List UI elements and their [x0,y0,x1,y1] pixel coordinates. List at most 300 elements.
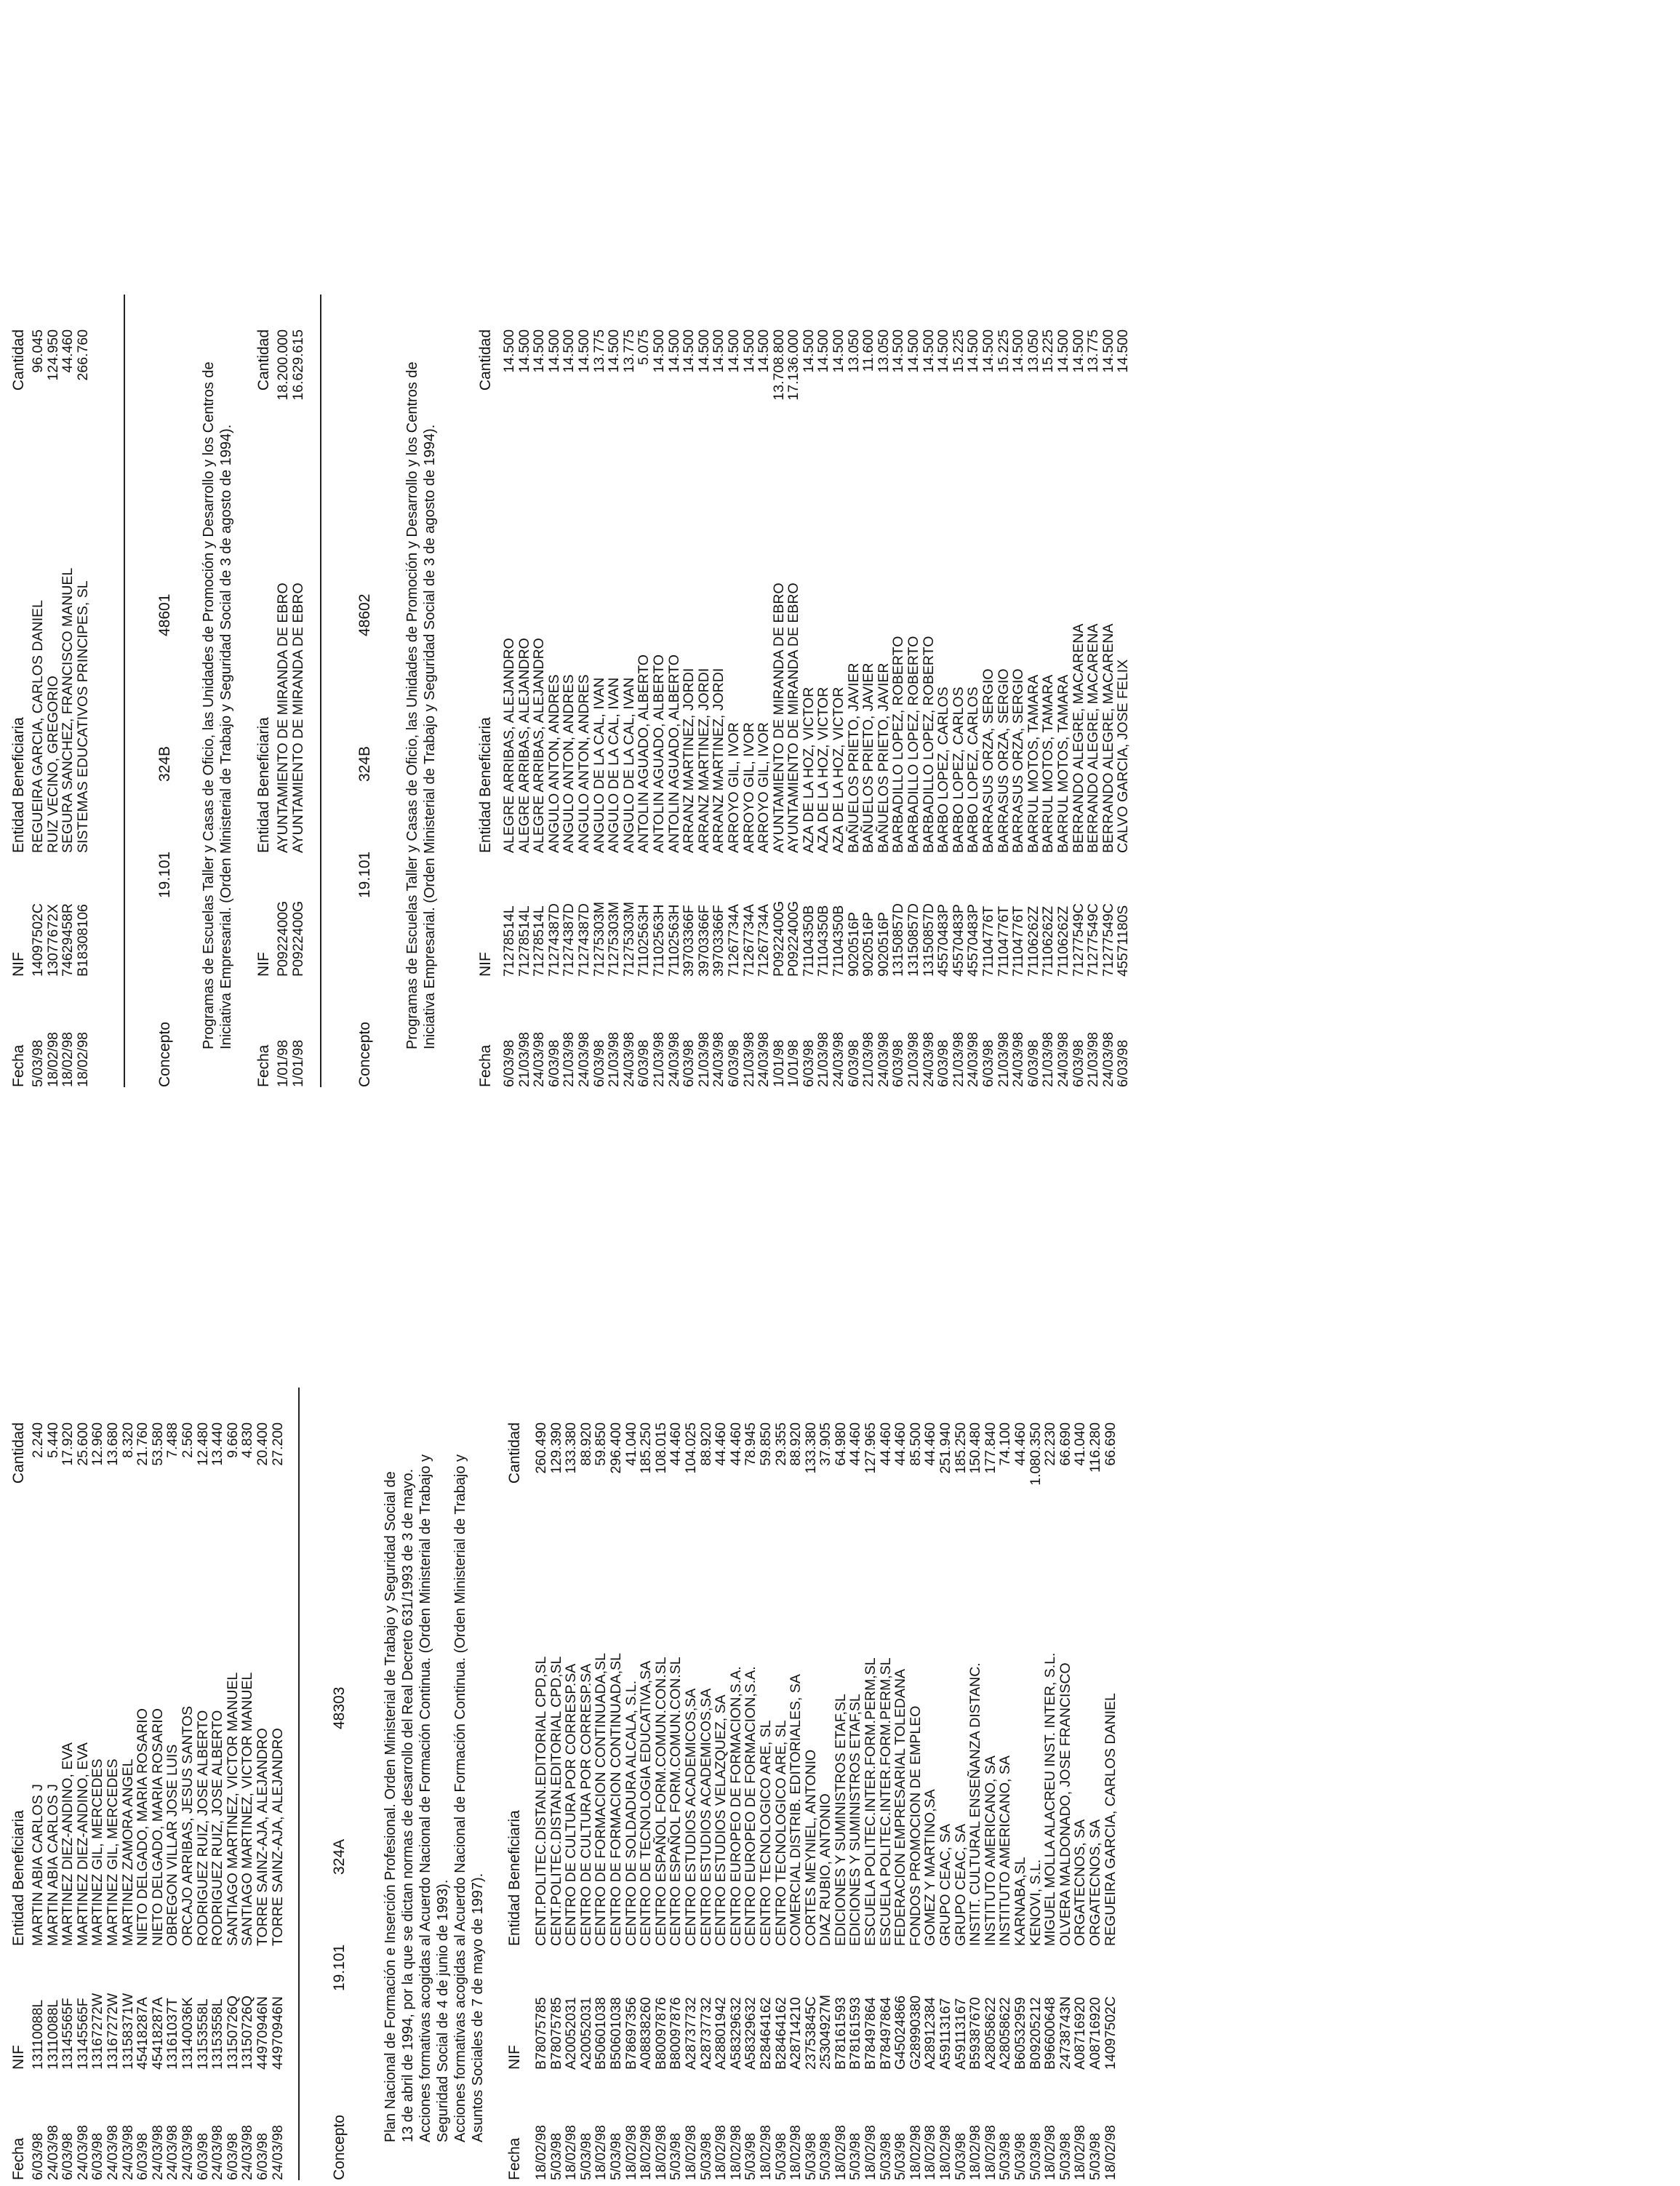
table-row [998,1386,1013,2186]
nif-cell: P0922400G [770,900,787,977]
cantidad-cell: 127.965 [863,1422,879,1474]
entidad-cell: CENTRO EUROPEO DE FORMACION,S.A. [727,1666,744,1946]
fecha-cell: 6/03/98 [591,1039,607,1087]
nif-cell: 71104350B [831,905,847,977]
table-row [1086,293,1101,1093]
cantidad-cell: 266.760 [74,329,91,381]
cantidad-cell: 16.629.615 [289,329,306,401]
nif-cell: 45570483P [935,904,952,977]
nif-cell: 71106262Z [1055,905,1071,977]
entidad-cell: CENTRO ESTUDIOS ACADEMICOS,SA [697,1688,714,1946]
nif-cell: B50601038 [593,1997,609,2070]
entidad-cell: NIETO DELGADO, MARIA ROSARIO [135,1708,151,1946]
cantidad-cell: 59.850 [757,1422,774,1466]
fecha-cell: 21/03/98 [695,1032,712,1087]
cantidad-cell: 4.830 [239,1422,256,1458]
table-row [743,1386,759,2186]
right-mid-table [251,293,305,1093]
cantidad-cell: 14.500 [980,329,996,373]
cantidad-cell: 44.460 [60,329,76,373]
cantidad-cell: 14.500 [815,329,832,373]
nif-cell: 14097502C [30,903,46,977]
nif-cell: 71275303M [591,901,607,977]
concepto-code-c: 48303 [331,1686,348,1729]
nif-cell: B28464162 [757,1997,774,2070]
nif-cell: B59387670 [967,1997,984,2070]
entidad-cell: MARTINEZ GIL, MERCEDES [104,1758,121,1946]
nif-cell: A59113167 [937,1998,954,2070]
description-line: Acciones formativas acogidas al Acuerdo Nacional de Formación Continua. (Orden Ministerial de Trabajo y [417,1454,433,2142]
cantidad-cell: 44.460 [877,1422,894,1466]
entidad-cell: BERRANDO ALEGRE, MACARENA [1070,623,1087,853]
cantidad-cell: 14.500 [711,329,727,373]
table-row [654,1386,669,2186]
fecha-cell: 24/03/98 [269,2125,286,2180]
cantidad-cell: 12.960 [89,1422,106,1466]
cantidad-cell: 85.500 [907,1422,924,1466]
entidad-cell: CENTRO DE TECNOLOGIA EDUCATIVA,SA [638,1660,655,1946]
entidad-cell: TORRE SAINZ-AJA, ALEJANDRO [254,1728,271,1946]
left-top-table [6,1386,285,2186]
fecha-cell: 24/03/98 [1100,1032,1116,1087]
entidad-cell: BARBADILLO LOPEZ, ROBERTO [890,636,907,853]
cantidad-cell: 14.500 [920,329,937,373]
cantidad-cell: 88.920 [788,1422,804,1466]
table-header [502,1386,527,2186]
table-row [76,1386,91,2186]
table-row [561,293,577,1093]
entidad-cell: BARBO LOPEZ, CARLOS [935,686,952,853]
fecha-cell: 5/03/98 [1057,2132,1073,2180]
fecha-cell: 5/03/98 [877,2132,894,2180]
nif-cell: 71274387D [545,903,562,977]
cantidad-cell: 44.460 [727,1422,744,1466]
entidad-cell: FEDERACION EMPRESARIAL TOLEDANA [892,1668,909,1946]
fecha-cell: 5/03/98 [743,2132,759,2180]
nif-cell: B96600648 [1042,1997,1059,2070]
cantidad-cell: 13.050 [1025,329,1041,373]
table-row [891,293,906,1093]
nif-cell: 39703366F [711,905,727,977]
cantidad-cell: 66.690 [1102,1422,1119,1466]
cantidad-cell: 37.905 [817,1422,834,1466]
table-row [774,1386,789,2186]
entidad-cell: AYUNTAMIENTO DE MIRANDA DE EBRO [770,582,787,853]
fecha-cell: 5/03/98 [668,2132,684,2180]
fecha-cell: 6/03/98 [845,1039,862,1087]
table-row [742,293,757,1093]
nif-cell: 45418287A [149,1997,166,2070]
cantidad-cell: 251.940 [937,1422,954,1474]
cantidad-cell: 64.980 [832,1422,849,1466]
table-row [1101,293,1116,1093]
table-row [953,1386,969,2186]
cantidad-cell: 14.500 [575,329,592,373]
table-row [831,293,847,1093]
table-row [652,293,667,1093]
concepto-line [331,1380,353,2180]
fecha-cell: 21/03/98 [950,1032,967,1087]
fecha-cell: 18/02/98 [713,2125,729,2180]
table-row [534,1386,549,2186]
fecha-cell: 18/02/98 [788,2125,804,2180]
cantidad-cell: 41.040 [623,1422,639,1466]
table-row [105,1386,121,2186]
nif-cell: A59113167 [952,1998,969,2070]
entidad-cell: ORGATECNOS, SA [1072,1819,1089,1946]
nif-cell: 71277549C [1070,903,1087,977]
nif-cell: B78497864 [863,1997,879,2070]
entidad-cell: OBREGON VILLAR JOSE LUIS [164,1744,181,1946]
header-nif: NIF [506,2045,523,2070]
header-cantidad: Cantidad [255,329,272,391]
table-row [31,293,46,1093]
entidad-cell: MARTINEZ DIEZ-ANDINO, EVA [74,1742,91,1946]
fecha-cell: 24/03/98 [875,1032,892,1087]
cantidad-cell: 12.480 [194,1422,211,1466]
nif-cell: 13161037T [164,1998,181,2070]
entidad-cell: ALEGRE ARRIBAS, ALEJANDRO [516,638,532,853]
table-row [668,1386,684,2186]
cantidad-cell: 44.460 [668,1422,684,1466]
cantidad-cell: 13.050 [875,329,892,373]
nif-cell: B78161593 [832,1997,849,2070]
nif-cell: 71104350B [800,905,817,977]
cantidad-cell: 116.280 [1087,1422,1103,1473]
fecha-cell: 24/03/98 [119,2125,136,2180]
table-row [196,1386,211,2186]
cantidad-cell: 14.500 [831,329,847,373]
nif-cell: G45024866 [892,1995,909,2070]
entidad-cell: CENTRO DE CULTURA POR CORRESP.SA [563,1663,580,1946]
fecha-cell: 6/03/98 [800,1039,817,1087]
nif-cell: 13150726Q [224,1995,241,2070]
concepto-description [404,308,439,1049]
table-row [180,1386,196,2186]
fecha-cell: 5/03/98 [1027,2132,1044,2180]
entidad-cell: BARBO LOPEZ, CARLOS [965,686,982,853]
entidad-cell: INSTITUTO AMERICANO, SA [997,1755,1014,1946]
header-fecha: Fecha [255,1044,272,1087]
nif-cell: 71278514L [501,905,517,977]
entidad-cell: BAÑUELOS PRIETO, JAVIER [845,662,862,853]
cantidad-cell: 27.200 [269,1422,286,1466]
entidad-cell: ANGULO DE LA CAL, IVAN [606,677,623,853]
entidad-cell: KARNABA,SL [1012,1857,1028,1946]
fecha-cell: 24/03/98 [965,1032,982,1087]
cantidad-cell: 15.225 [995,329,1012,373]
entidad-cell: MARTINEZ ZAMORA ANGEL [119,1758,136,1946]
cantidad-cell: 66.690 [1057,1422,1073,1466]
nif-cell: 13150726Q [239,1995,256,2070]
table-row [863,1386,879,2186]
fecha-cell: 5/03/98 [697,2132,714,2180]
cantidad-cell: 14.500 [681,329,697,373]
fecha-cell: 18/02/98 [652,2125,669,2180]
left-top-rows [31,1386,285,2186]
section-rule [124,295,125,1087]
table-row [31,1386,46,2186]
fecha-cell: 6/03/98 [501,1039,517,1087]
nif-cell: 24738743N [1057,1996,1073,2070]
fecha-cell: 18/02/98 [593,2125,609,2180]
entidad-cell: BARRASUS ORZA, SERGIO [995,668,1012,853]
entidad-cell: BARBADILLO LOPEZ, ROBERTO [920,636,937,853]
entidad-cell: BAÑUELOS PRIETO, JAVIER [860,662,877,853]
entidad-cell: REGUEIRA GARCIA, CARLOS DANIEL [30,600,46,853]
table-row [938,1386,953,2186]
nif-cell: 71102563H [665,904,682,977]
header-entidad: Entidad Beneficiaria [10,717,27,853]
cantidad-cell: 14.500 [650,329,667,373]
entidad-cell: BARBADILLO LOPEZ, ROBERTO [905,636,922,853]
table-row [759,1386,774,2186]
entidad-cell: CALVO GARCIA, JOSE FELIX [1115,659,1132,853]
nif-cell: A28058622 [982,1997,999,2070]
nif-cell: B28464162 [772,1997,789,2070]
table-row [151,1386,166,2186]
entidad-cell: ANTOLIN AGUADO, ALBERTO [650,654,667,853]
cantidad-cell: 13.775 [591,329,607,373]
cantidad-cell: 14.500 [501,329,517,373]
nif-cell: P0922400G [275,900,291,977]
entidad-cell: AYUNTAMIENTO DE MIRANDA DE EBRO [785,582,802,853]
entidad-cell: SEGURA SANCHEZ, FRANCISCO MANUEL [60,567,76,853]
entidad-cell: CENTRO ESPAÑOL FORM.COMUN.CON.SL [652,1657,669,1946]
table-header [251,293,276,1093]
table-row [564,1386,579,2186]
header-fecha: Fecha [477,1044,494,1087]
entidad-cell: ARRANZ MARTINEZ, JORDI [681,668,697,853]
entidad-cell: CENTRO ESPAÑOL FORM.COMUN.CON.SL [668,1657,684,1946]
fecha-cell: 18/02/98 [623,2125,639,2180]
table-row [255,1386,271,2186]
table-row [1041,293,1056,1093]
entidad-cell: CENTRO TECNOLOGICO ARE, SL [757,1720,774,1946]
concepto-line [156,287,178,1087]
table-row [756,293,772,1093]
fecha-cell: 24/03/98 [1055,1032,1071,1087]
table-row [1058,1386,1073,2186]
cantidad-cell: 88.920 [577,1422,594,1466]
table-row [624,1386,639,2186]
cantidad-cell: 1.080.350 [1027,1422,1044,1486]
fecha-cell: 21/03/98 [606,1032,623,1087]
cantidad-cell: 2.560 [179,1422,196,1458]
table-row [547,293,562,1093]
fecha-cell: 24/03/98 [711,1032,727,1087]
nif-cell: G28990380 [907,1995,924,2070]
cantidad-cell: 11.600 [860,329,877,372]
entidad-cell: SISTEMAS EDUCATIVOS PRINCIPES, SL [74,580,91,853]
nif-cell: 45418287A [135,1997,151,2070]
fecha-cell: 24/03/98 [756,1032,772,1087]
fecha-cell: 24/03/98 [831,1032,847,1087]
table-row [923,1386,938,2186]
cantidad-cell: 8.320 [119,1422,136,1458]
nif-cell: A28058622 [997,1997,1014,2070]
nif-cell: 71274387D [561,903,577,977]
fecha-cell: 24/03/98 [531,1032,548,1087]
fecha-cell: 18/02/98 [832,2125,849,2180]
concepto-label: Concepto [156,1022,173,1087]
header-cantidad: Cantidad [10,329,27,391]
nif-cell: 39703366F [695,905,712,977]
table-row [622,293,637,1093]
entidad-cell: INSTIT. CULTURAL ENSEÑANZA DISTANC. [967,1662,984,1946]
nif-cell: 13145565F [60,1998,76,2070]
table-row [804,1386,819,2186]
entidad-cell: ORCAJO ARRIBAS, JESUS SANTOS [179,1705,196,1946]
table-row [1088,1386,1103,2186]
table-row [667,293,682,1093]
cantidad-cell: 129.390 [548,1422,564,1474]
nif-cell: B78075785 [548,1997,564,2070]
entidad-cell: BARRUL MOTOS, TAMARA [1055,674,1071,853]
cantidad-cell: 296.400 [607,1422,624,1474]
entidad-cell: ANGULO DE LA CAL, IVAN [620,677,637,853]
entidad-cell: AYUNTAMIENTO DE MIRANDA DE EBRO [275,582,291,853]
right-top-rows [31,293,90,1093]
entidad-cell: ANGULO ANTON, ANDRES [575,674,592,853]
table-row [121,1386,136,2186]
entidad-cell: CORTES MEYNIEL, ANTONIO [802,1749,819,1946]
nif-cell: 13110088L [30,1999,46,2070]
nif-cell: A08716920 [1072,1997,1089,2070]
table-row [609,1386,624,2186]
nif-cell: 13153558L [194,1998,211,2070]
fecha-cell: 6/03/98 [1070,1039,1087,1087]
entidad-cell: BARBO LOPEZ, CARLOS [950,686,967,853]
fecha-cell: 5/03/98 [952,2132,969,2180]
entidad-cell: TORRE SAINZ-AJA, ALEJANDRO [269,1728,286,1946]
fecha-cell: 21/03/98 [905,1032,922,1087]
cantidad-cell: 14.500 [756,329,772,373]
entidad-cell: ANTOLIN AGUADO, ALBERTO [636,654,652,853]
cantidad-cell: 13.050 [845,329,862,373]
nif-cell: B18308106 [74,904,91,977]
fecha-cell: 5/03/98 [847,2132,864,2180]
entidad-cell: ARROYO GIL, IVOR [725,722,742,853]
entidad-cell: ANTOLIN AGUADO, ALBERTO [665,654,682,853]
cantidad-cell: 14.500 [606,329,623,373]
entidad-cell: CENTRO DE SOLDADURA ALCALA, S.L. [623,1680,639,1946]
nif-cell: 13153558L [209,1998,226,2070]
nif-cell: 9020516P [860,912,877,977]
header-cantidad: Cantidad [477,329,494,391]
right-bottom-table [473,293,1131,1093]
cantidad-cell: 14.500 [965,329,982,373]
cantidad-cell: 88.920 [697,1422,714,1466]
header-nif: NIF [10,2045,27,2070]
entidad-cell: GOMEZ Y MARTINO,SA [922,1789,939,1946]
fecha-cell: 24/03/98 [239,2125,256,2180]
header-cantidad: Cantidad [506,1422,523,1484]
cantidad-cell: 20.400 [254,1422,271,1466]
fecha-cell: 6/03/98 [1115,1039,1132,1087]
nif-cell: B80097876 [668,1997,684,2070]
fecha-cell: 18/02/98 [922,2125,939,2180]
cantidad-cell: 14.500 [665,329,682,373]
nif-cell: B78161593 [847,1997,864,2070]
cantidad-cell: 9.660 [224,1422,241,1458]
table-row [1071,293,1087,1093]
cantidad-cell: 133.380 [563,1422,580,1474]
entidad-cell: EDICIONES Y SUMINISTROS ETAF,SL [847,1694,864,1946]
table-row [46,1386,61,2186]
fecha-cell: 5/03/98 [892,2132,909,2180]
cantidad-cell: 53.580 [149,1422,166,1466]
table-row [1103,1386,1119,2186]
entidad-cell: COMERCIAL DISTRIB. EDITORIALES, SA [788,1674,804,1946]
entidad-cell: CENTRO DE FORMACION CONTINUADA,SL [593,1652,609,1946]
left-bottom-table [502,1386,1118,2186]
table-row [549,1386,564,2186]
nif-cell: 13167272W [89,1993,106,2070]
nif-cell: 71102563H [650,904,667,977]
table-row [1043,1386,1058,2186]
cantidad-cell: 185.250 [952,1422,969,1474]
cantidad-cell: 150.480 [967,1422,984,1474]
table-row [699,1386,714,2186]
nif-cell: B09205212 [1027,1997,1044,2070]
fecha-cell: 5/03/98 [1087,2132,1103,2180]
fecha-cell: 24/03/98 [665,1032,682,1087]
fecha-cell: 18/02/98 [638,2125,655,2180]
nif-cell: 45571180S [1115,905,1132,977]
nif-cell: A28714210 [788,1997,804,2070]
nif-cell: 13077672X [44,904,61,977]
cantidad-cell: 104.025 [682,1422,699,1474]
header-nif: NIF [255,952,272,977]
nif-cell: A28737732 [697,1997,714,2070]
table-row [607,293,622,1093]
concepto-label: Concepto [356,1022,373,1087]
cantidad-cell: 14.500 [1055,329,1071,373]
cantidad-cell: 22.230 [1042,1422,1059,1466]
table-row [713,1386,729,2186]
fecha-cell: 6/03/98 [890,1039,907,1087]
fecha-cell: 5/03/98 [607,2132,624,2180]
concepto-code-c: 48601 [156,593,173,636]
table-row [981,293,996,1093]
description-line: Programas de Escuelas Taller y Casas de Oficio, las Unidades de Promoción y Desarrollo y los Centros de [201,361,217,1049]
fecha-cell: 6/03/98 [89,2132,106,2180]
cantidad-cell: 44.460 [892,1422,909,1466]
cantidad-cell: 74.100 [997,1422,1014,1466]
table-row [636,293,652,1093]
cantidad-cell: 14.500 [800,329,817,373]
table-row [921,293,937,1093]
cantidad-cell: 14.500 [561,329,577,373]
entidad-cell: ALEGRE ARRIBAS, ALEJANDRO [501,638,517,853]
fecha-cell: 18/02/98 [863,2125,879,2180]
description-line: Iniciativa Empresarial. (Orden Ministerial de Trabajo y Seguridad Social de 3 de agosto de 1994). [422,424,438,1049]
header-entidad: Entidad Beneficiaria [255,717,272,853]
fecha-cell: 6/03/98 [980,1039,996,1087]
fecha-cell: 6/03/98 [135,2132,151,2180]
concepto-code-b: 324B [156,745,173,782]
concepto-description [200,308,235,1049]
entidad-cell: BARRASUS ORZA, SERGIO [1010,668,1027,853]
cantidad-cell: 59.850 [593,1422,609,1466]
entidad-cell: GRUPO CEAC, SA [952,1824,969,1946]
nif-cell: B78497864 [877,1997,894,2070]
cantidad-cell: 41.040 [1072,1422,1089,1466]
table-row [46,293,61,1093]
entidad-cell: BERRANDO ALEGRE, MACARENA [1085,623,1102,853]
entidad-cell: ANGULO ANTON, ANDRES [561,674,577,853]
